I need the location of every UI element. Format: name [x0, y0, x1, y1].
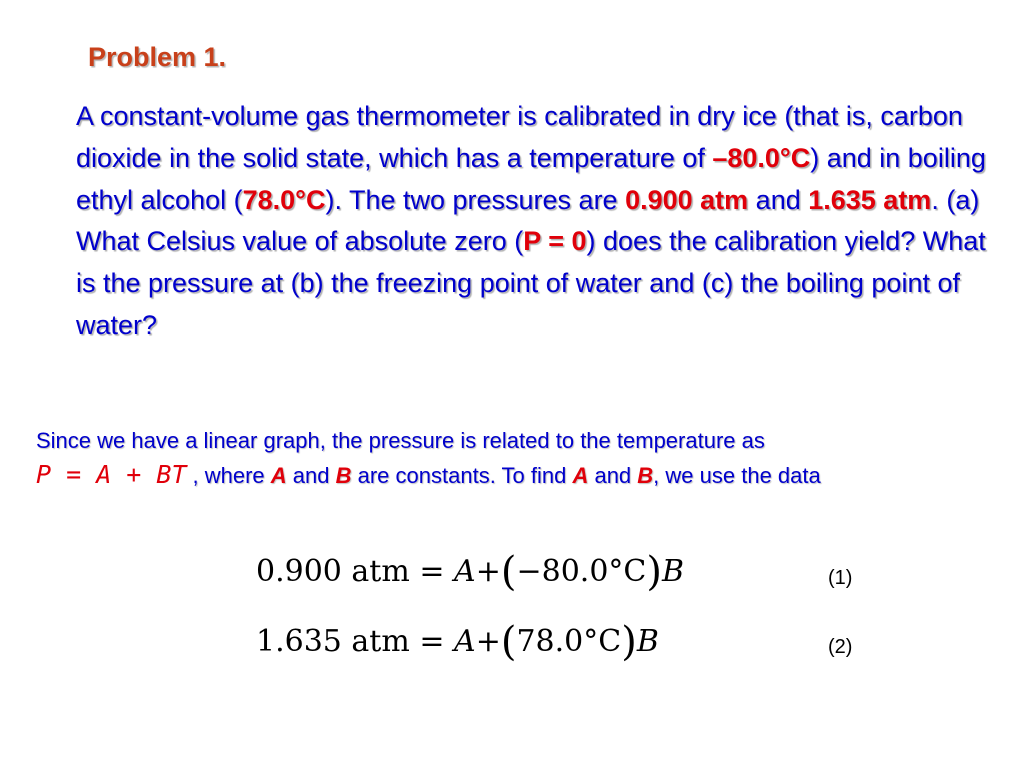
equation-lhs: 0.900 atm [256, 554, 410, 589]
solution-text-part: , we use the data [653, 463, 821, 488]
pressure-1: 0.900 atm [625, 184, 749, 215]
solution-text-part: are constants. To find [351, 463, 573, 488]
constant-b: B [637, 463, 654, 488]
equation-2 [256, 619, 659, 665]
constant-b: B [335, 463, 352, 488]
pressure-2: 1.635 atm [808, 184, 932, 215]
problem-text: A constant-volume gas thermometer is calibrated in dry ice (that is, carbon dioxide in the solid state, which has a temperature of [76, 101, 963, 173]
alcohol-temperature: 78.0°C [242, 184, 326, 215]
solution-formula-line [36, 458, 996, 493]
variable-a: A [454, 624, 476, 659]
variable-a: A [454, 554, 476, 589]
linear-formula: P = A + BT [36, 460, 187, 489]
plus-sign: + [475, 624, 501, 659]
problem-text: ) does the calibration yield? What is the pressure at (b) the freezing point of water and (c) the boiling point of water? [76, 226, 986, 340]
dry-ice-temperature: –80.0°C [712, 142, 811, 173]
problem-statement [76, 96, 996, 347]
solution-intro: Since we have a linear graph, the pressure is related to the temperature as [36, 428, 765, 453]
solution-text-part: , where [192, 463, 271, 488]
equation-number-1: (1) [828, 567, 853, 589]
problem-text: and [748, 184, 809, 215]
equals-sign: = [419, 624, 445, 659]
plus-sign: + [475, 554, 501, 589]
right-paren: ) [621, 619, 637, 665]
slide-title: Problem 1. [88, 42, 227, 72]
left-paren: ( [500, 619, 517, 665]
problem-text: . (a) What Celsius value of absolute zero ( [76, 184, 980, 257]
solution-text [36, 424, 996, 493]
equation-lhs: 1.635 atm [256, 624, 410, 659]
equation-number-2: (2) [828, 636, 853, 658]
equation-1 [256, 549, 684, 595]
constant-a: A [572, 463, 589, 488]
equals-sign: = [419, 554, 445, 589]
variable-b: B [661, 554, 685, 589]
temperature-value: −80.0°C [516, 554, 647, 589]
right-paren: ) [646, 549, 662, 595]
left-paren: ( [500, 549, 517, 595]
zero-pressure: P = 0 [523, 226, 587, 257]
solution-text-part: and [588, 463, 638, 488]
problem-text: ) and in boiling ethyl alcohol ( [76, 142, 986, 215]
constant-a: A [270, 463, 287, 488]
temperature-value: 78.0°C [516, 624, 622, 659]
solution-text-part: and [286, 463, 336, 488]
variable-b: B [636, 624, 659, 659]
problem-text: ). The two pressures are [325, 184, 626, 215]
